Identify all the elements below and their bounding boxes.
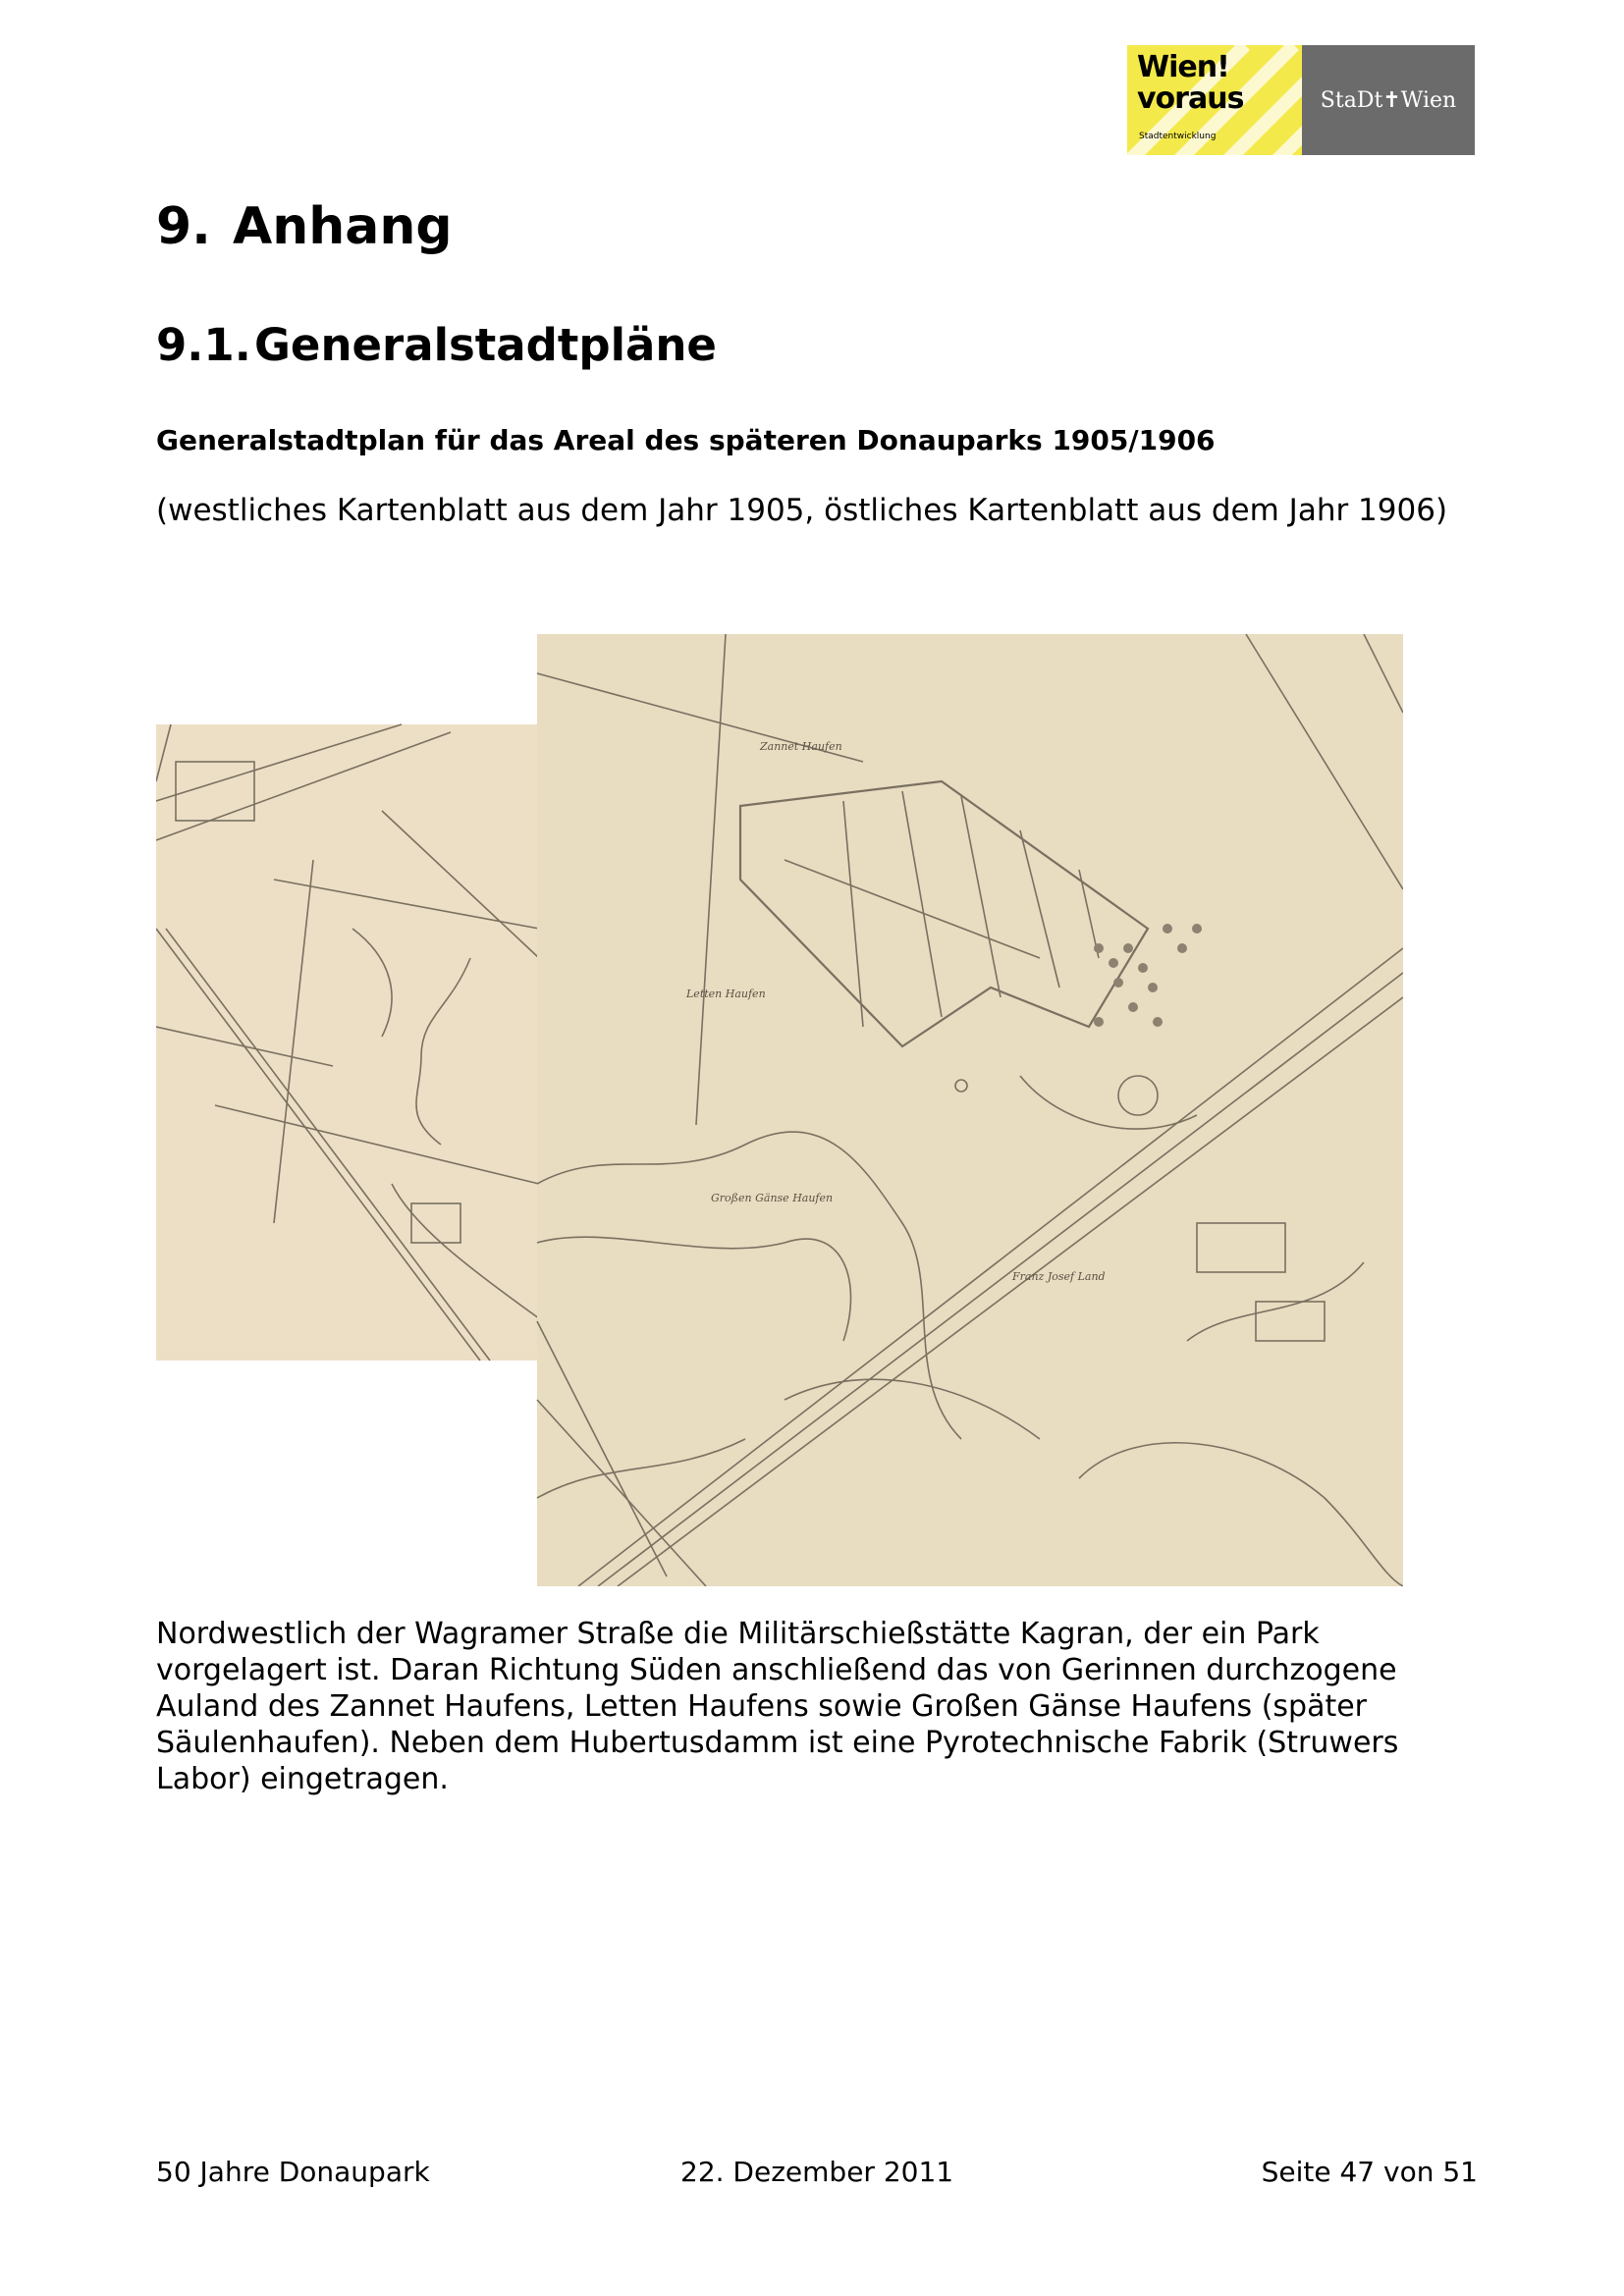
logo-text-line2: voraus (1137, 81, 1244, 116)
map-label-franz-josef: Franz Josef Land (1012, 1270, 1106, 1283)
logo-text-line1: Wien! (1137, 50, 1229, 84)
chapter-number: 9. (156, 197, 211, 256)
map-label-zannet: Zannet Haufen (760, 740, 842, 753)
chapter-title: Anhang (233, 197, 453, 256)
stadt-wien-logo: StaDt✝Wien (1302, 45, 1475, 155)
map-label-letten: Letten Haufen (686, 988, 766, 1000)
section-number: 9.1. (156, 319, 251, 371)
footer-left: 50 Jahre Donaupark (156, 2156, 430, 2188)
wien-voraus-logo (1127, 45, 1302, 155)
footer-center: 22. Dezember 2011 (680, 2156, 954, 2188)
map-caption: (westliches Kartenblatt aus dem Jahr 1905, östliches Kartenblatt aus dem Jahr 1906) (156, 493, 1448, 528)
section-heading (156, 316, 717, 375)
section-title: Generalstadtpläne (254, 319, 717, 371)
map-sheet-east (537, 634, 1403, 1586)
chapter-heading (156, 192, 453, 261)
logo-text-line3: Stadtentwicklung (1139, 132, 1217, 141)
body-paragraph: Nordwestlich der Wagramer Straße die Militärschießstätte Kagran, der ein Park vorgelagert ist. Daran Richtung Süden anschließend das von Gerinnen durchzogene Auland des Zannet Haufens, Letten Haufens sowie Großen Gänse Haufens (später Säulenhaufen). Neben dem Hubertusdamm ist eine Pyrotechnische Fabrik (Struwers Labor) eingetragen. (156, 1617, 1399, 1796)
footer-right: Seite 47 von 51 (1261, 2156, 1478, 2188)
map-label-grosse-gaense: Großen Gänse Haufen (711, 1192, 834, 1204)
map-title: Generalstadtplan für das Areal des späteren Donauparks 1905/1906 (156, 424, 1216, 456)
general-city-map-image (156, 634, 1403, 1586)
city-logo (1127, 45, 1475, 155)
